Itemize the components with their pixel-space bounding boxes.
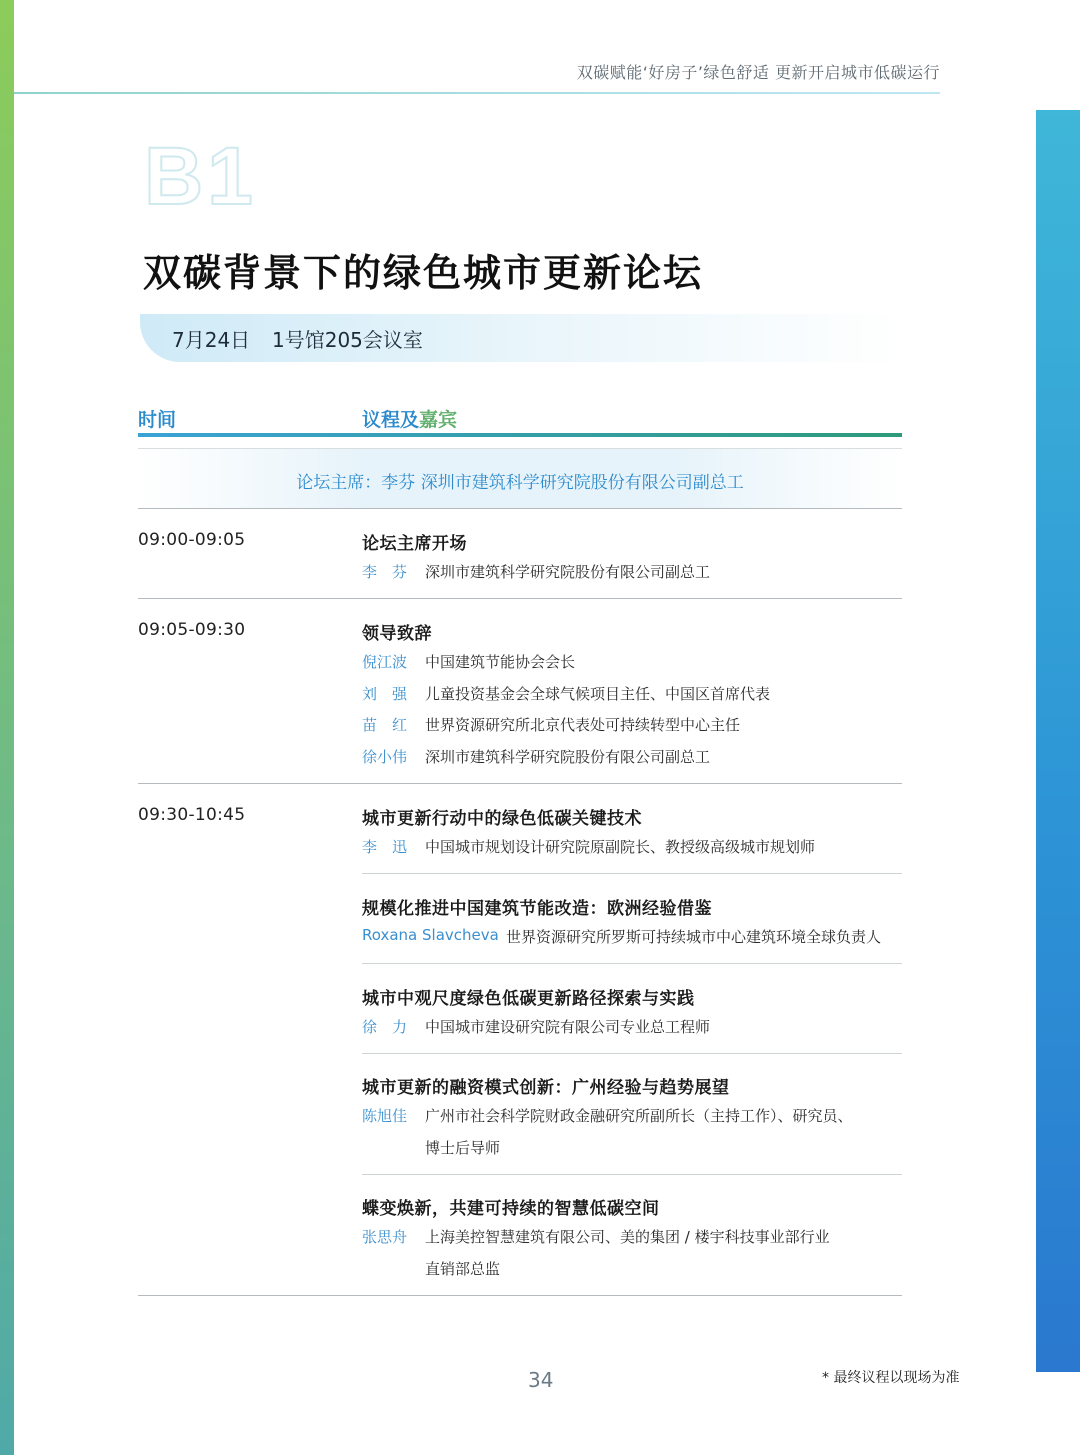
forum-chair: 论坛主席：李芬 深圳市建筑科学研究院股份有限公司副总工	[296, 473, 744, 493]
speaker-title-continued: 博士后导师	[425, 1139, 501, 1157]
table-header-rule	[138, 433, 902, 437]
footnote: * 最终议程以现场为准	[822, 1370, 960, 1386]
row-divider	[138, 598, 902, 599]
speaker-name: 李 芬	[362, 563, 408, 581]
session-time: 09:05-09:30	[138, 620, 246, 640]
header-slogan: 双碳赋能‘好房子’绿色舒适 更新开启城市低碳运行	[576, 63, 940, 82]
right-accent-bar	[1036, 110, 1080, 1372]
column-header-agenda	[362, 405, 457, 432]
speaker-name: Roxana Slavcheva	[362, 926, 499, 944]
speaker-name: 陈旭佳	[362, 1107, 408, 1125]
speaker-name: 倪江波	[362, 653, 408, 671]
speaker-title: 儿童投资基金会全球气候项目主任、中国区首席代表	[425, 685, 771, 703]
speaker-name: 刘 强	[362, 685, 408, 703]
page-title: 双碳背景下的绿色城市更新论坛	[143, 251, 704, 295]
speaker-title: 广州市社会科学院财政金融研究所副所长（主持工作）、研究员、	[425, 1107, 853, 1125]
speaker-title: 中国建筑节能协会会长	[425, 653, 576, 671]
session-topic: 论坛主席开场	[362, 534, 467, 554]
page-number: 34	[528, 1368, 554, 1392]
speaker-name: 苗 红	[362, 716, 408, 734]
sub-divider	[362, 1053, 902, 1054]
header-divider	[14, 92, 940, 94]
row-divider	[138, 508, 902, 509]
left-accent-bar	[0, 0, 14, 1455]
forum-room: 1号馆205会议室	[272, 328, 423, 352]
session-time: 09:30-10:45	[138, 805, 246, 825]
speaker-title: 世界资源研究所罗斯可持续城市中心建筑环境全球负责人	[506, 928, 882, 946]
row-divider	[138, 1295, 902, 1296]
column-header-agenda-a: 议程及	[362, 409, 420, 431]
forum-date: 7月24日	[172, 328, 251, 352]
session-topic: 蝶变焕新，共建可持续的智慧低碳空间	[362, 1199, 660, 1219]
chair-banner	[138, 448, 902, 509]
speaker-name: 徐小伟	[362, 748, 408, 766]
speaker-name: 李 迅	[362, 838, 408, 856]
speaker-title-continued: 直销部总监	[425, 1260, 501, 1278]
speaker-title: 深圳市建筑科学研究院股份有限公司副总工	[425, 563, 711, 581]
speaker-name: 张思舟	[362, 1228, 408, 1246]
sub-divider	[362, 873, 902, 874]
date-banner	[140, 314, 902, 362]
session-topic: 城市更新的融资模式创新：广州经验与趋势展望	[362, 1078, 730, 1098]
session-topic: 领导致辞	[362, 624, 432, 644]
column-header-time: 时间	[138, 409, 177, 431]
speaker-title: 上海美控智慧建筑有限公司、美的集团 / 楼宇科技事业部行业	[425, 1228, 830, 1246]
session-topic: 规模化推进中国建筑节能改造：欧洲经验借鉴	[362, 899, 712, 919]
speaker-title: 深圳市建筑科学研究院股份有限公司副总工	[425, 748, 711, 766]
speaker-title: 中国城市规划设计研究院原副院长、教授级高级城市规划师	[425, 838, 816, 856]
session-topic: 城市中观尺度绿色低碳更新路径探索与实践	[362, 989, 695, 1009]
section-code: B1	[144, 131, 257, 222]
column-header-agenda-b: 嘉宾	[419, 409, 458, 431]
session-topic: 城市更新行动中的绿色低碳关键技术	[362, 809, 642, 829]
speaker-title: 世界资源研究所北京代表处可持续转型中心主任	[425, 716, 741, 734]
speaker-name: 徐 力	[362, 1018, 408, 1036]
sub-divider	[362, 963, 902, 964]
sub-divider	[362, 1174, 902, 1175]
speaker-title: 中国城市建设研究院有限公司专业总工程师	[425, 1018, 711, 1036]
session-time: 09:00-09:05	[138, 530, 246, 550]
row-divider	[138, 783, 902, 784]
